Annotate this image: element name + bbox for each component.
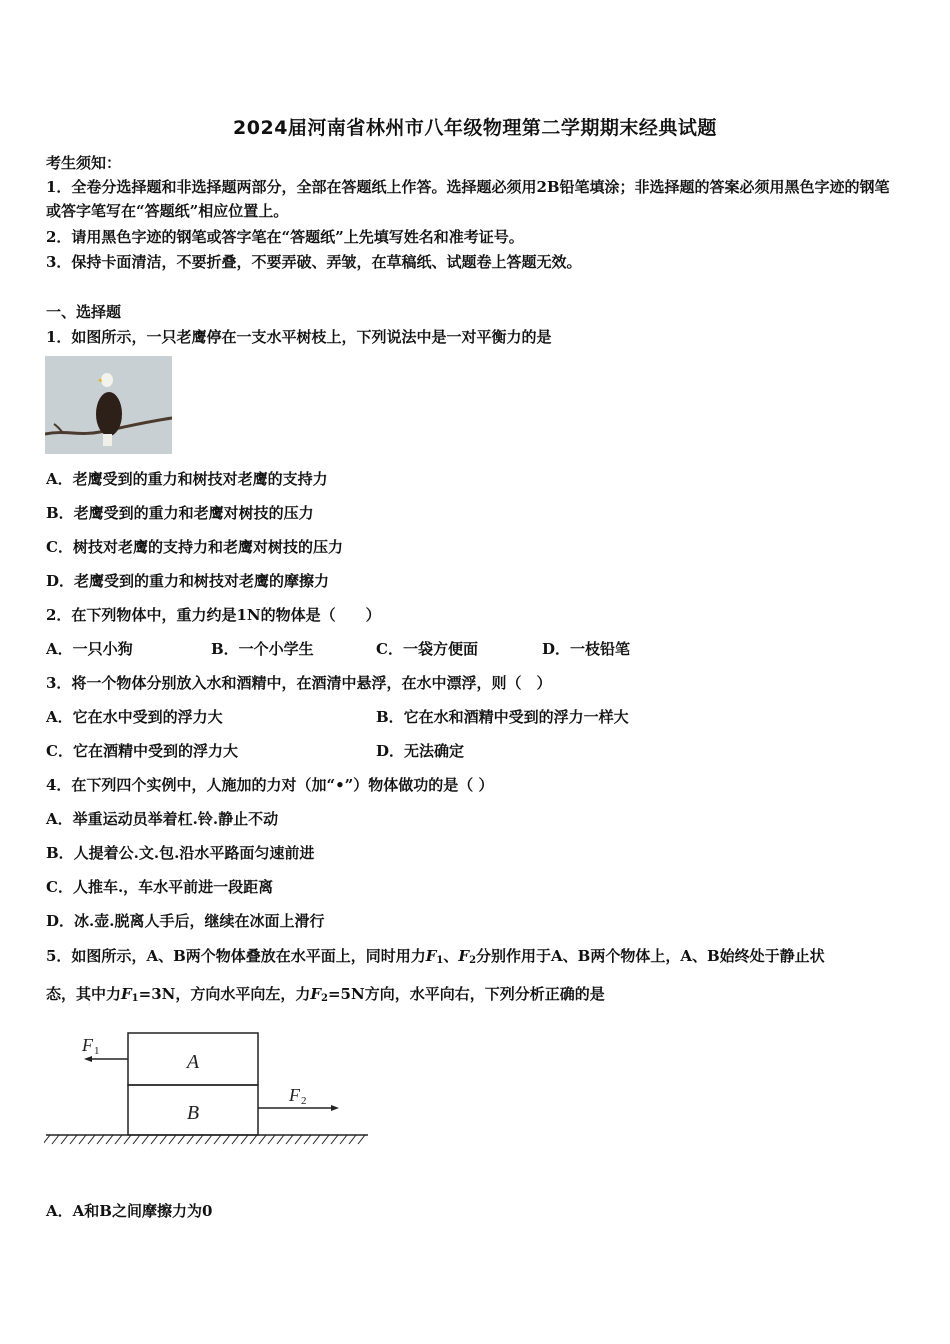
q4-option-b: B．人提着公.文.包.沿水平路面匀速前进 bbox=[46, 844, 315, 862]
page-title: 2024届河南省林州市八年级物理第二学期期末经典试题 bbox=[233, 117, 717, 139]
force-diagram bbox=[44, 1030, 374, 1150]
q3-option-d: D．无法确定 bbox=[376, 742, 465, 760]
q3-option-b: B．它在水和酒精中受到的浮力一样大 bbox=[376, 708, 629, 726]
section-heading: 一、选择题 bbox=[46, 303, 122, 321]
hatch-mark bbox=[322, 1135, 329, 1144]
q1-option-d: D．老鹰受到的重力和树技对老鹰的摩擦力 bbox=[46, 572, 330, 590]
eagle-on-branch-image bbox=[45, 356, 172, 454]
hatch-mark bbox=[331, 1135, 338, 1144]
block-b-label: B bbox=[186, 1102, 200, 1124]
f2-subscript: 2 bbox=[301, 1095, 307, 1107]
block-a-label: A bbox=[186, 1051, 200, 1073]
hatch-mark bbox=[259, 1135, 266, 1144]
ground-hatching bbox=[44, 1135, 365, 1144]
q5-stem-line-1: 5．如图所示，A、B两个物体叠放在水平面上，同时用力$F_1$、$F_2$分别作用于A、B两个物体上，A、B始终处于静止状 bbox=[46, 947, 825, 966]
q2-option-d: D．一枝铅笔 bbox=[542, 640, 631, 658]
q4-stem: 4．在下列四个实例中，人施加的力对（加“•”）物体做功的是（ ） bbox=[46, 776, 494, 794]
hatch-mark bbox=[286, 1135, 293, 1144]
hatch-mark bbox=[241, 1135, 248, 1144]
hatch-mark bbox=[115, 1135, 122, 1144]
q1-option-c: C．树技对老鹰的支持力和老鹰对树技的压力 bbox=[46, 538, 343, 556]
hatch-mark bbox=[313, 1135, 320, 1144]
hatch-mark bbox=[196, 1135, 203, 1144]
hatch-mark bbox=[79, 1135, 86, 1144]
hatch-mark bbox=[61, 1135, 68, 1144]
q4-option-d: D．冰.壶.脱离人手后，继续在冰面上滑行 bbox=[46, 912, 325, 930]
hatch-mark bbox=[340, 1135, 347, 1144]
q4-option-a: A．举重运动员举着杠.铃.静止不动 bbox=[46, 810, 279, 828]
q1-option-a: A．老鹰受到的重力和树技对老鹰的支持力 bbox=[46, 470, 328, 488]
hatch-mark bbox=[70, 1135, 77, 1144]
q2-stem: 2．在下列物体中，重力约是1N的物体是（ ） bbox=[46, 606, 381, 624]
hatch-mark bbox=[358, 1135, 365, 1144]
hatch-mark bbox=[295, 1135, 302, 1144]
q5-option-a: A．A和B之间摩擦力为0 bbox=[46, 1202, 213, 1220]
notice-item-1: 1．全卷分选择题和非选择题两部分，全部在答题纸上作答。选择题必须用2B铅笔填涂；非选择题的答案必须用黑色字迹的钢笔或答字笔写在“答题纸”相应位置上。 bbox=[46, 178, 890, 220]
hatch-mark bbox=[187, 1135, 194, 1144]
hatch-mark bbox=[214, 1135, 221, 1144]
hatch-mark bbox=[169, 1135, 176, 1144]
hatch-mark bbox=[151, 1135, 158, 1144]
hatch-mark bbox=[44, 1135, 50, 1144]
q2-option-b: B．一个小学生 bbox=[211, 640, 314, 658]
hatch-mark bbox=[223, 1135, 230, 1144]
q2-option-a: A．一只小狗 bbox=[46, 640, 133, 658]
hatch-mark bbox=[160, 1135, 167, 1144]
f1-label: F bbox=[82, 1035, 93, 1055]
hatch-mark bbox=[106, 1135, 113, 1144]
hatch-mark bbox=[304, 1135, 311, 1144]
q4-option-c: C．人推车.，车水平前进一段距离 bbox=[46, 878, 274, 896]
hatch-mark bbox=[88, 1135, 95, 1144]
q1-option-b: B．老鹰受到的重力和老鹰对树技的压力 bbox=[46, 504, 314, 522]
hatch-mark bbox=[97, 1135, 104, 1144]
f1-subscript: 1 bbox=[94, 1045, 100, 1057]
q3-option-a: A．它在水中受到的浮力大 bbox=[46, 708, 223, 726]
notice-item-2: 2．请用黑色字迹的钢笔或答字笔在“答题纸”上先填写姓名和准考证号。 bbox=[46, 228, 524, 246]
q5-stem-line-2: 态，其中力$F_1=3N$，方向水平向左，力$F_2=5N$方向，水平向右，下列分析正确的是 bbox=[46, 985, 605, 1004]
q3-option-c: C．它在酒精中受到的浮力大 bbox=[46, 742, 238, 760]
hatch-mark bbox=[268, 1135, 275, 1144]
hatch-mark bbox=[250, 1135, 257, 1144]
hatch-mark bbox=[205, 1135, 212, 1144]
q2-option-c: C．一袋方便面 bbox=[376, 640, 478, 658]
hatch-mark bbox=[124, 1135, 131, 1144]
notice-heading: 考生须知： bbox=[46, 154, 122, 172]
f2-label: F bbox=[289, 1085, 300, 1105]
q3-stem: 3．将一个物体分别放入水和酒精中，在酒清中悬浮，在水中漂浮，则（ ） bbox=[46, 674, 552, 692]
hatch-mark bbox=[277, 1135, 284, 1144]
hatch-mark bbox=[52, 1135, 59, 1144]
hatch-mark bbox=[349, 1135, 356, 1144]
notice-item-3: 3．保持卡面清洁，不要折叠，不要弄破、弄皱，在草稿纸、试题卷上答题无效。 bbox=[46, 253, 582, 271]
q1-stem: 1．如图所示，一只老鹰停在一支水平树枝上，下列说法中是一对平衡力的是 bbox=[46, 328, 552, 346]
hatch-mark bbox=[232, 1135, 239, 1144]
hatch-mark bbox=[133, 1135, 140, 1144]
hatch-mark bbox=[178, 1135, 185, 1144]
hatch-mark bbox=[142, 1135, 149, 1144]
